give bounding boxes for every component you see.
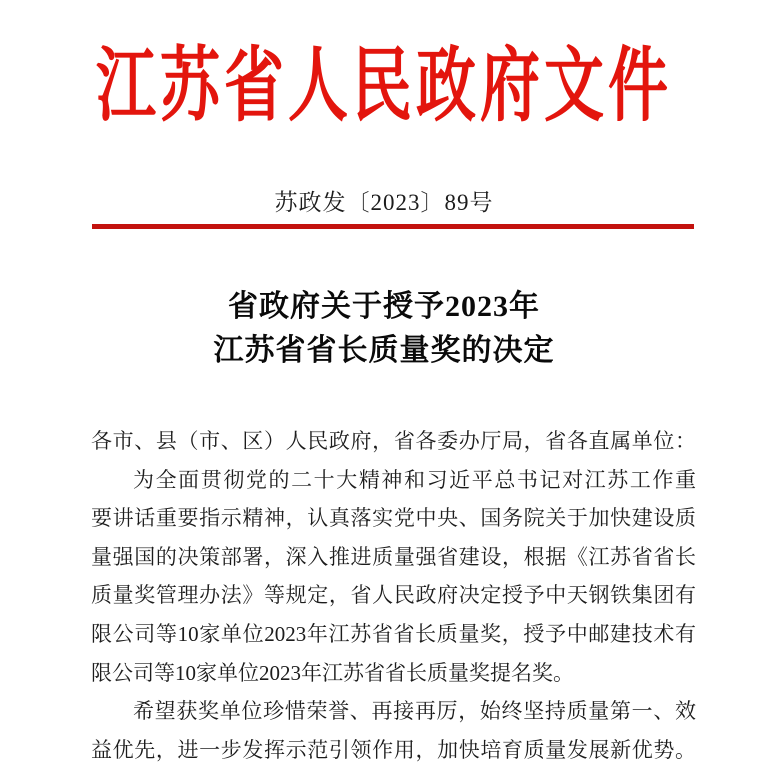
document-title [0,285,768,373]
body-line: 限公司等10家单位2023年江苏省省长质量奖提名奖。 [91,660,574,685]
red-divider-rule [92,224,694,229]
document-title-line-2: 江苏省省长质量奖的决定 [213,334,555,367]
body-line: 益优先，进一步发挥示范引领作用，加快培育质量发展新优势。 [91,737,696,762]
letterhead-title: 江苏省人民政府文件 [96,41,672,132]
body-line: 量强国的决策部署，深入推进质量强省建设，根据《江苏省省长 [91,544,696,569]
document-title-line-1: 省政府关于授予2023年 [228,290,540,323]
body-line: 限公司等10家单位2023年江苏省省长质量奖，授予中邮建技术有 [91,621,696,646]
body-line: 希望获奖单位珍惜荣誉、再接再厉，始终坚持质量第一、效 [133,699,696,724]
body-line: 质量奖管理办法》等规定，省人民政府决定授予中天钢铁集团有 [91,583,696,608]
salutation-line: 各市、县（市、区）人民政府，省各委办厅局，省各直属单位： [91,429,696,453]
body-line: 为全面贯彻党的二十大精神和习近平总书记对江苏工作重 [133,467,696,492]
document-body [91,422,696,769]
body-line: 要讲话重要指示精神，认真落实党中央、国务院关于加快建设质 [91,506,696,531]
letterhead [0,41,768,132]
document-number: 苏政发〔2023〕89号 [274,190,494,215]
